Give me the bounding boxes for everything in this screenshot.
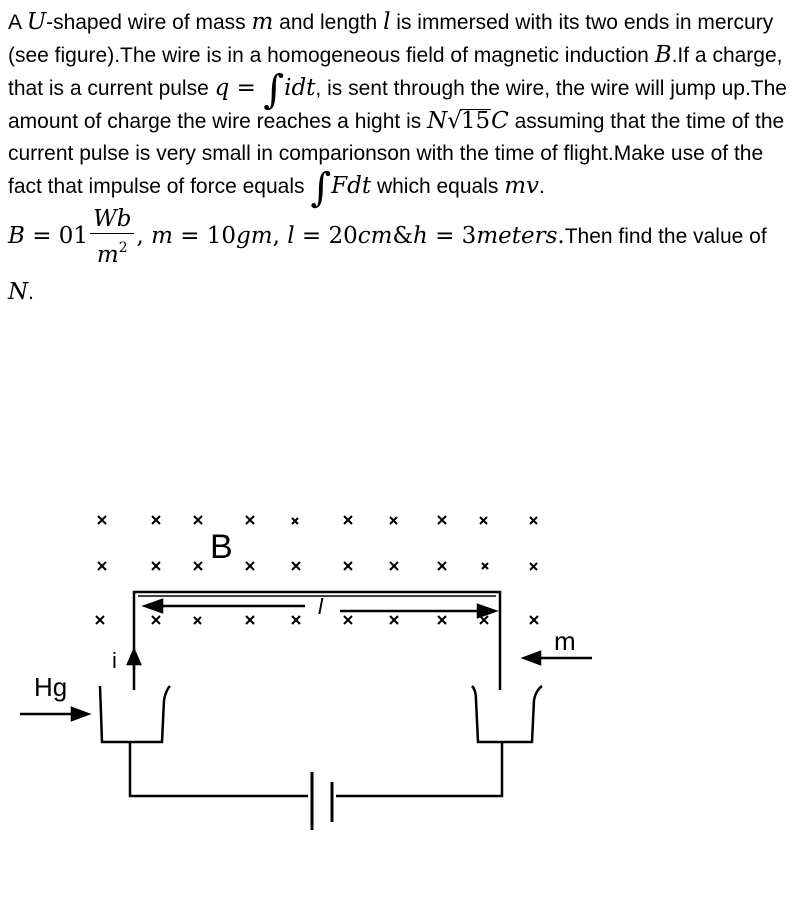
circuit-diagram (0, 490, 640, 850)
label-hg: Hg (34, 672, 68, 702)
label-i: i (112, 648, 117, 673)
current-arrow (128, 650, 140, 690)
problem-statement: A U-shaped wire of mass m and length l is immersed with its two ends in mercury (see figure).The wire is in a homogeneous field of magnetic induction B.If a charge, that is a current pulse q = ∫idt, is sent through the wire, the wire will jump up.The amount of charge the wire reaches a hight is N√15C assuming that the time of the current pulse is very small in comparionson with the time of flight.Make use of the fact that impulse of force equals ∫Fdt which equals mv. (8, 9, 787, 211)
circuit-figure (0, 490, 640, 850)
battery-circuit (130, 742, 502, 830)
label-m: m (554, 626, 576, 656)
hg-arrow (20, 708, 88, 720)
label-l: l (318, 594, 323, 619)
mercury-cups (100, 686, 542, 742)
given-values: B = 01 $\frac{Wb}{m^2}$ , m = 10gm, l = 20cm&h = 3meters.Then find the value of N. (8, 206, 767, 305)
question-text (8, 6, 794, 315)
label-b: B (210, 528, 233, 566)
